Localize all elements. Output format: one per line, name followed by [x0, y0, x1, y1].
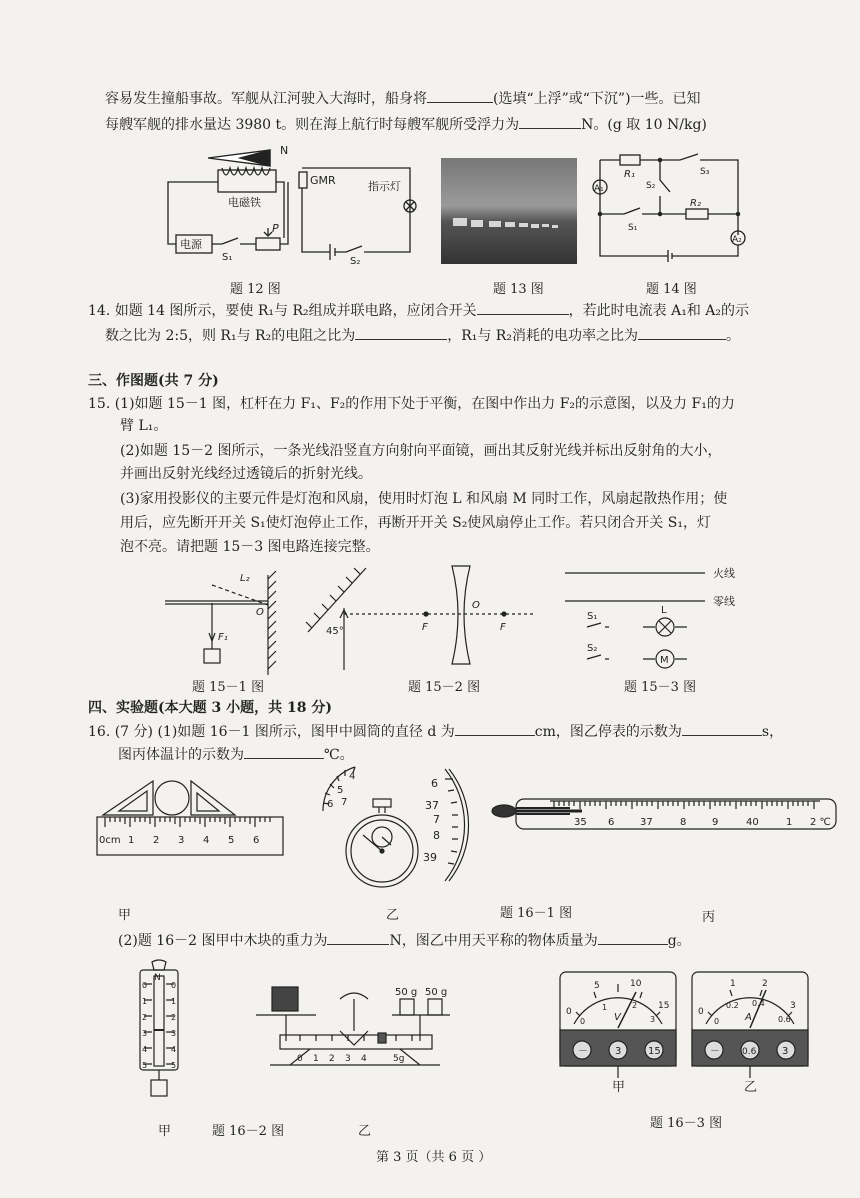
q15-p1a: 15. (1)如题 15－1 图，杠杆在力 F₁、F₂的作用下处于平衡，在图中作出力 F₂的示意图，以及力 F₁的力	[88, 396, 735, 412]
q15-p2a: (2)如题 15－2 图所示，一条光线沿竖直方向射向平面镜，画出其反射光线并标出反射角的大小，	[120, 443, 722, 459]
label-s2: S₂	[350, 256, 361, 267]
fig12-labels	[180, 144, 401, 267]
figure-16-1-ruler	[95, 775, 285, 860]
spring-left-label: 2	[142, 1013, 148, 1022]
spring-left-label: 4	[142, 1045, 148, 1054]
v-terminal: 15	[648, 1046, 661, 1057]
fig16-3-caption: 题 16－3 图	[650, 1116, 723, 1131]
label-m: M	[660, 655, 669, 666]
label-s3: S₃	[700, 167, 710, 177]
fig16-1-bing: 丙	[702, 910, 716, 925]
fig16-2-caption: 题 16－2 图	[212, 1124, 285, 1139]
label-f-left: F	[422, 622, 428, 633]
figure-16-2-balance	[250, 985, 460, 1085]
ruler-label: 2	[153, 835, 160, 846]
q15-p1b: 臂 L₁。	[120, 418, 168, 434]
figure-14	[590, 150, 745, 265]
label-s1: S₁	[587, 611, 598, 622]
stopwatch-sec-label: 37	[425, 799, 439, 812]
thermo-label: 37	[640, 817, 653, 828]
label-f1: F₁	[218, 632, 228, 643]
spring-right-label: 1	[171, 997, 177, 1006]
a-bot-label: 0.6	[778, 1015, 791, 1024]
spring-left-label: 3	[142, 1029, 148, 1038]
label-electromagnet: 电磁铁	[228, 196, 261, 209]
a-terminal: －	[710, 1046, 720, 1057]
label-o: O	[472, 600, 480, 611]
label-north: N	[280, 144, 289, 157]
page-footer: 第 3 页（共 6 页 ）	[376, 1150, 492, 1165]
spring-left-label: 5	[142, 1061, 148, 1070]
label-l2: L₂	[240, 573, 250, 584]
label-angle: 45°	[326, 626, 344, 637]
v-terminal: 3	[615, 1046, 622, 1057]
v-bot-label: 3	[650, 1015, 656, 1024]
thermo-label: 1	[786, 817, 793, 828]
q16-line1: 16. (7 分) (1)如题 16－1 图所示，图甲中圆筒的直径 d 为 cm，图乙停表的示数为 s，	[88, 721, 783, 743]
spring-right-label: 2	[171, 1013, 177, 1022]
q14-line2: 数之比为 2:5，则 R₁与 R₂的电阻之比为 ，R₁与 R₂消耗的电功率之比为 。	[105, 325, 740, 347]
a-bot-label: 0.4	[752, 999, 765, 1008]
label-r1: R₁	[624, 169, 635, 180]
fig16-2-yi: 乙	[358, 1124, 372, 1139]
thermo-label: 40	[746, 817, 759, 828]
fig15-1-caption: 题 15－1 图	[192, 680, 265, 695]
ships-silhouette	[441, 158, 577, 264]
answer-blank[interactable]	[682, 721, 762, 736]
thermo-label: 6	[608, 817, 615, 828]
answer-blank[interactable]	[427, 88, 493, 103]
label-s1: S₁	[222, 252, 233, 263]
answer-blank[interactable]	[477, 300, 569, 315]
answer-blank[interactable]	[598, 930, 668, 945]
label-power: 电源	[180, 238, 202, 251]
figure-16-1-stopwatch	[315, 765, 475, 885]
q13-line2: 每艘军舰的排水量达 3980 t。则在海上航行时每艘军舰所受浮力为 N。(g 取 10 N/kg)	[105, 114, 707, 136]
weight-label: 50 g	[395, 987, 418, 998]
figure-16-3-voltmeter	[558, 968, 678, 1078]
spring-left-label: 1	[142, 997, 148, 1006]
ruler-label: 4	[203, 835, 210, 846]
label-s2: S₂	[646, 181, 656, 191]
v-terminal: －	[578, 1046, 588, 1057]
answer-blank[interactable]	[244, 744, 324, 759]
spring-scale-labels	[142, 981, 176, 1070]
v-bot-label: 1	[602, 1003, 608, 1012]
ruler-label: 1	[128, 835, 135, 846]
stopwatch-sec-labels	[423, 777, 440, 864]
stopwatch-sec-label: 39	[423, 851, 437, 864]
beam-label: 4	[361, 1054, 367, 1064]
a-top-label: 3	[790, 1001, 796, 1011]
label-s2: S₂	[587, 643, 598, 654]
fig14-caption: 题 14 图	[646, 282, 697, 297]
a-top-label: 2	[762, 979, 768, 989]
figure-16-1-thermometer	[490, 795, 845, 835]
label-o: O	[256, 607, 264, 618]
warship-photo	[441, 158, 577, 264]
stopwatch-min-label: 4	[349, 771, 356, 782]
thermo-label: 2 ℃	[810, 817, 831, 828]
fig16-1-jia: 甲	[118, 908, 132, 923]
answer-blank[interactable]	[355, 325, 447, 340]
q16-line2: 图丙体温计的示数为 ℃。	[118, 744, 354, 766]
thermo-label: 9	[712, 817, 719, 828]
spring-right-label: 0	[171, 981, 177, 990]
fig16-2-jia: 甲	[158, 1124, 172, 1139]
stopwatch-sec-label: 6	[431, 777, 438, 790]
q15-p2b: 并画出反射光线经过透镜后的折射光线。	[120, 466, 372, 482]
label-f-right: F	[500, 622, 506, 633]
figure-16-2-spring-scale	[134, 960, 184, 1100]
volt-unit: V	[614, 1012, 621, 1023]
balance-beam-labels	[297, 1054, 404, 1064]
q16-part2: (2)题 16－2 图甲中木块的重力为 N，图乙中用天平称的物体质量为 g。	[118, 930, 691, 952]
label-r2: R₂	[690, 198, 701, 209]
label-live: 火线	[713, 567, 735, 580]
answer-blank[interactable]	[327, 930, 389, 945]
a-top-label: 1	[730, 979, 736, 989]
fig12-caption: 题 12 图	[230, 282, 281, 297]
answer-blank[interactable]	[455, 721, 535, 736]
beam-label: 0	[297, 1054, 303, 1064]
q14-line1: 14. 如题 14 图所示，要使 R₁与 R₂组成并联电路，应闭合开关 ，若此时电流表 A₁和 A₂的示	[88, 300, 749, 322]
stopwatch-sec-label: 8	[433, 829, 440, 842]
ruler-label: 5	[228, 835, 235, 846]
stopwatch-sec-label: 7	[433, 813, 440, 826]
spring-right-label: 4	[171, 1045, 177, 1054]
fig16-3-jia: 甲	[612, 1080, 626, 1095]
figure-15-3	[565, 563, 765, 673]
label-gmr: GMR	[310, 174, 336, 187]
q13-line1: 容易发生撞船事故。军舰从江河驶入大海时，船身将 (选填“上浮”或“下沉”)一些。已知	[105, 88, 701, 110]
weight-label: 50 g	[425, 987, 448, 998]
label-p: P	[272, 222, 279, 235]
figure-16-3-ammeter	[690, 968, 810, 1078]
section-3-title: 三、作图题(共 7 分)	[88, 373, 219, 389]
thermometer-labels	[574, 817, 831, 828]
a-bot-label: 0.2	[726, 1001, 739, 1010]
fig16-1-yi: 乙	[386, 908, 400, 923]
a-terminal: 0.6	[742, 1047, 757, 1057]
figure-15-2	[300, 560, 545, 675]
a-top-label: 0	[698, 1007, 704, 1017]
q15-p3b: 用后，应先断开开关 S₁使灯泡停止工作，再断开开关 S₂使风扇停止工作。若只闭合开关 S₁，灯	[120, 515, 711, 531]
spring-n-label: N	[154, 973, 161, 983]
beam-label: 3	[345, 1054, 351, 1064]
label-neutral: 零线	[713, 595, 735, 608]
fig16-1-caption: 题 16－1 图	[500, 906, 573, 921]
label-a1: A₁	[594, 184, 604, 194]
spring-right-label: 3	[171, 1029, 177, 1038]
section-4-title: 四、实验题(本大题 3 小题，共 18 分)	[88, 700, 332, 716]
beam-label: 5g	[393, 1054, 405, 1064]
q15-p3a: (3)家用投影仪的主要元件是灯泡和风扇，使用时灯泡 L 和风扇 M 同时工作，风扇起散热作用；使	[120, 491, 728, 507]
beam-label: 1	[313, 1054, 319, 1064]
stopwatch-min-label: 5	[337, 785, 344, 796]
stopwatch-min-labels	[327, 771, 355, 810]
answer-blank[interactable]	[638, 325, 726, 340]
v-top-label: 10	[630, 979, 642, 989]
label-lamp: 指示灯	[368, 180, 401, 193]
a-terminal: 3	[782, 1046, 789, 1057]
label-l: L	[661, 605, 667, 616]
fig16-3-yi: 乙	[744, 1080, 758, 1095]
spring-right-label: 5	[171, 1061, 177, 1070]
v-bot-label: 0	[580, 1017, 586, 1026]
thermo-label: 35	[574, 817, 587, 828]
a-bot-label: 0	[714, 1017, 720, 1026]
amp-unit: A	[745, 1012, 752, 1023]
stopwatch-min-label: 7	[341, 797, 348, 808]
fig15-2-caption: 题 15－2 图	[408, 680, 481, 695]
ruler-tick-labels	[99, 835, 259, 846]
fig15-3-caption: 题 15－3 图	[624, 680, 697, 695]
label-a2: A₂	[732, 235, 742, 245]
answer-blank[interactable]	[519, 114, 581, 129]
thermo-label: 8	[680, 817, 687, 828]
v-top-label: 5	[594, 981, 600, 991]
ruler-label: 0cm	[99, 835, 121, 846]
ruler-label: 3	[178, 835, 185, 846]
beam-label: 2	[329, 1054, 335, 1064]
q15-p3c: 泡不亮。请把题 15－3 图电路连接完整。	[120, 539, 380, 555]
v-top-label: 0	[566, 1007, 572, 1017]
v-bot-label: 2	[632, 1001, 638, 1010]
stopwatch-min-label: 6	[327, 799, 334, 810]
figure-15-1	[160, 565, 290, 675]
fig13-caption: 题 13 图	[493, 282, 544, 297]
spring-left-label: 0	[142, 981, 148, 990]
figure-12	[160, 140, 420, 280]
ruler-label: 6	[253, 835, 260, 846]
v-top-label: 15	[658, 1001, 670, 1011]
label-s1: S₁	[628, 223, 638, 233]
